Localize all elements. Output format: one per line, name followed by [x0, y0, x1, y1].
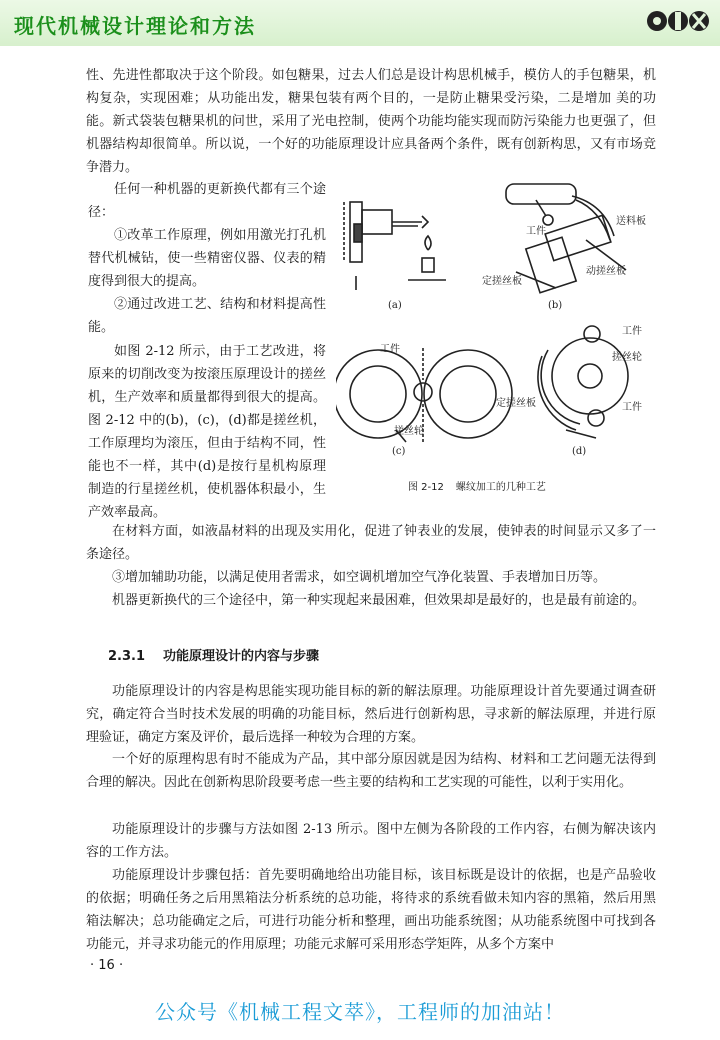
label-b-moving-plate: 动搓丝板 [586, 266, 626, 277]
section-number: 2.3.1 [108, 649, 146, 664]
paragraph-three-ways: 任何一种机器的更新换代都有三个途径： [88, 182, 326, 220]
label-b-feed-plate: 送料板 [616, 216, 646, 227]
paragraph-steps-detail: 功能原理设计步骤包括：首先要明确地给出功能目标，该目标既是设计的依据，也是产品验收的依据；明确任务之后用黑箱法分析系统的总功能，将待求的系统看做未知内容的黑箱，然后用黑箱法解决；总功能确定之后，可进行功能分析和整理，画出功能系统图；从功能系统图中可找到各功能元，并寻求功能元的作用原理；功能元求解可采用形态学矩阵，从多个方案中 [86, 868, 656, 952]
section-title: 功能原理设计的内容与步骤 [163, 649, 320, 664]
paragraph-way-three: ③增加辅助功能，以满足使用者需求，如空调机增加空气净化装置、手表增加日历等。 [112, 570, 607, 585]
figure-caption [408, 478, 546, 493]
label-c-wheel: 搓丝轮 [394, 426, 424, 437]
diagram-a [344, 202, 446, 290]
page-number: · 16 · [90, 958, 124, 973]
figure-2-12 [336, 180, 656, 500]
label-c: (c) [392, 446, 406, 457]
section-heading [108, 645, 319, 664]
label-b-workpiece: 工件 [526, 226, 546, 237]
caption-number: 图 2-12 [408, 482, 444, 493]
paragraph-way-two: ②通过改进工艺、结构和材料提高性能。 [88, 297, 326, 335]
label-d-wheel: 搓丝轮 [612, 352, 642, 363]
paragraph-rolling: 如图 2-12 所示，由于工艺改进，将原来的切削改变为按滚压原理设计的搓丝机，生产效率和质量都得到很大的提高。图 2-12 中的(b)，(c)，(d)都是搓丝机，工作原理均为滚压，但由于结构不同，性能也不一样，其中(d)是按行星机构原理制造的行星搓丝机，使机器体积最小，生产效率最高。 [88, 344, 326, 520]
label-a: (a) [388, 300, 402, 311]
paragraph-way-one: ①改革工作原理，例如用激光打孔机替代机械钻，使一些精密仪器、仪表的精度得到很大的提高。 [88, 228, 326, 289]
label-d: (d) [572, 446, 587, 457]
paragraph-steps-method: 功能原理设计的步骤与方法如图 2-13 所示。图中左侧为各阶段的工作内容，右侧为解决该内容的工作方法。 [86, 822, 656, 860]
publisher-logo [646, 4, 710, 42]
label-b: (b) [548, 300, 563, 311]
label-d-workpiece-bottom: 工件 [622, 402, 642, 413]
label-d-workpiece-top: 工件 [622, 326, 642, 337]
diagram-c [336, 348, 512, 442]
figure-drawing [336, 180, 656, 500]
label-b-fixed-plate: 定搓丝板 [482, 276, 522, 287]
paragraph-good-idea: 一个好的原理构思有时不能成为产品，其中部分原因就是因为结构、材料和工艺问题无法得到合理的解决。因此在创新构思阶段要考虑一些主要的结构和工艺实现的可能性，以利于实用化。 [86, 752, 656, 790]
paragraph-content: 功能原理设计的内容是构思能实现功能目标的新的解法原理。功能原理设计首先要通过调查研究，确定符合当时技术发展的明确的功能目标，然后进行创新构思，寻求新的解法原理，并进行原理验证，确定方案及评价，最后选择一种较为合理的方案。 [86, 684, 656, 745]
paragraph-intro: 性、先进性都取决于这个阶段。如包糖果，过去人们总是设计构思机械手，模仿人的手包糖果，机构复杂，实现困难；从功能出发，糖果包装有两个目的，一是防止糖果受污染，二是增加 美的功能。新式袋装包糖果机的问世，采用了光电控制，使两个功能均能实现而防污染能力也更强了，但机器结构却很简单。所以说，一个好的功能原理设计应具备两个条件，既有创新构思，又有市场竞争潜力。 [86, 68, 656, 175]
label-c-workpiece: 工件 [380, 344, 400, 355]
footer-banner: 公众号《机械工程文萃》，工程师的加油站！ [155, 1000, 565, 1024]
caption-text: 螺纹加工的几种工艺 [455, 482, 546, 493]
label-d-fixed-plate: 定搓丝板 [496, 398, 536, 409]
header-bar [0, 0, 720, 46]
diagram-d [538, 326, 628, 438]
paragraph-conclusion: 机器更新换代的三个途径中，第一种实现起来最困难，但效果却是最好的，也是最有前途的。 [112, 593, 646, 608]
book-title: 现代机械设计理论和方法 [14, 14, 256, 38]
paragraph-materials: 在材料方面，如液晶材料的出现及实用化，促进了钟表业的发展，使钟表的时间显示又多了一条途径。 [86, 524, 656, 562]
